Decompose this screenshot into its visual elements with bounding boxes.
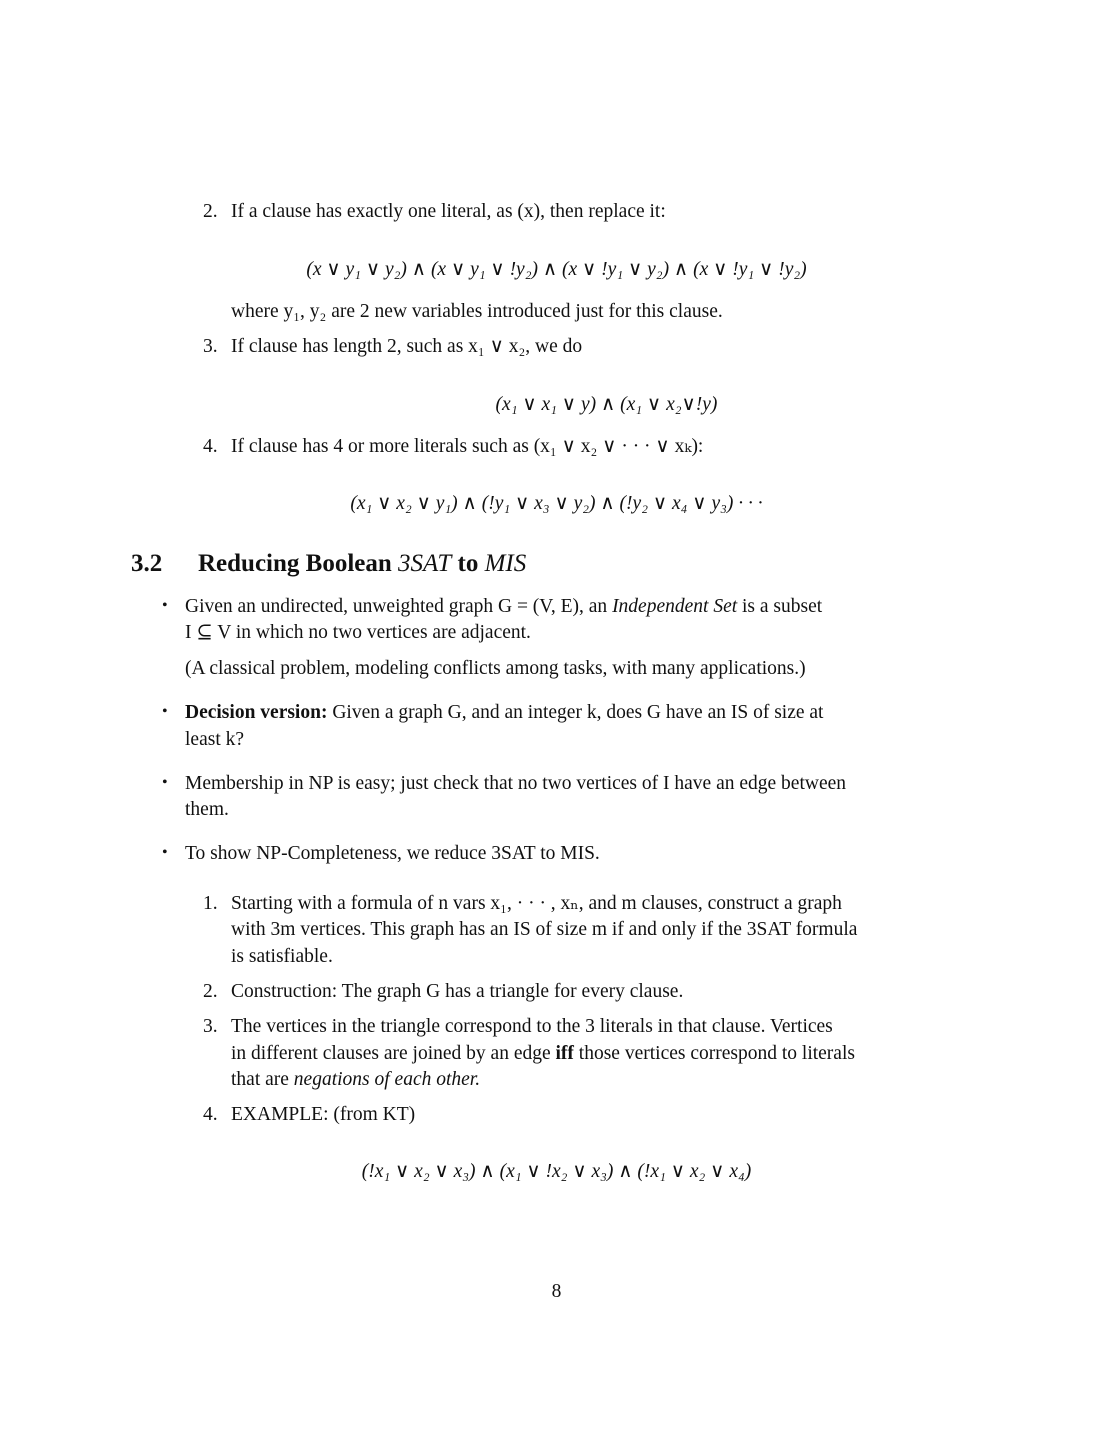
bullet-text: least k? [185, 729, 245, 750]
list-number: 3. [203, 336, 218, 357]
bullet-text: Decision version: Given a graph G, and an integer k, does G have an IS of size at [185, 702, 824, 723]
section-number: 3.2 [131, 550, 163, 577]
list-item: with 3m vertices. This graph has an IS of size m if and only if the 3SAT formula [231, 919, 858, 940]
list-item: in different clauses are joined by an edge iff those vertices correspond to literals [231, 1043, 855, 1064]
list-number: 1. [203, 893, 218, 914]
list-item: If clause has length 2, such as x₁ ∨ x₂, we do [231, 336, 583, 357]
list-item: If clause has 4 or more literals such as (x₁ ∨ x₂ ∨ · · · ∨ xₖ): [231, 436, 704, 457]
formula: (!x₁ ∨ x₂ ∨ x₃) ∧ (x₁ ∨ !x₂ ∨ x₃) ∧ (!x₁ ∨ x₂ ∨ x₄) [361, 1161, 752, 1182]
list-number: 2. [203, 201, 218, 222]
bullet-icon: • [162, 597, 168, 614]
bullet-text: To show NP-Completeness, we reduce 3SAT to MIS. [185, 843, 600, 864]
page-number: 8 [551, 1281, 562, 1302]
bullet-text: them. [185, 799, 229, 820]
bullet-text: Given an undirected, unweighted graph G = (V, E), an Independent Set is a subset [185, 596, 823, 617]
list-item: Construction: The graph G has a triangle for every clause. [231, 981, 684, 1002]
formula: (x ∨ y₁ ∨ y₂) ∧ (x ∨ y₁ ∨ !y₂) ∧ (x ∨ !y₁ ∨ y₂) ∧ (x ∨ !y₁ ∨ !y₂) [306, 259, 807, 280]
bullet-text: I ⊆ V in which no two vertices are adjacent. [185, 622, 531, 643]
list-number: 4. [203, 1104, 218, 1125]
paragraph: (A classical problem, modeling conflicts among tasks, with many applications.) [185, 658, 806, 679]
bullet-text: Membership in NP is easy; just check that no two vertices of I have an edge between [185, 773, 847, 794]
list-item: The vertices in the triangle correspond to the 3 literals in that clause. Vertices [231, 1016, 833, 1037]
bullet-icon: • [162, 844, 168, 861]
list-number: 3. [203, 1016, 218, 1037]
paragraph: where y₁, y₂ are 2 new variables introduced just for this clause. [231, 301, 723, 322]
list-item: EXAMPLE: (from KT) [231, 1104, 416, 1125]
list-item: is satisfiable. [231, 946, 333, 967]
formula: (x₁ ∨ x₂ ∨ y₁) ∧ (!y₁ ∨ x₃ ∨ y₂) ∧ (!y₂ ∨ x₄ ∨ y₃) · · · [350, 493, 763, 514]
list-item: that are negations of each other. [231, 1069, 481, 1090]
section-title: Reducing Boolean 3SAT to MIS [198, 550, 527, 577]
list-item: Starting with a formula of n vars x₁, · · · , xₙ, and m clauses, construct a graph [231, 893, 842, 914]
formula: (x₁ ∨ x₁ ∨ y) ∧ (x₁ ∨ x₂∨!y) [495, 394, 718, 415]
list-number: 4. [203, 436, 218, 457]
bullet-icon: • [162, 774, 168, 791]
list-number: 2. [203, 981, 218, 1002]
list-item: If a clause has exactly one literal, as (x), then replace it: [231, 201, 666, 222]
bullet-icon: • [162, 703, 168, 720]
